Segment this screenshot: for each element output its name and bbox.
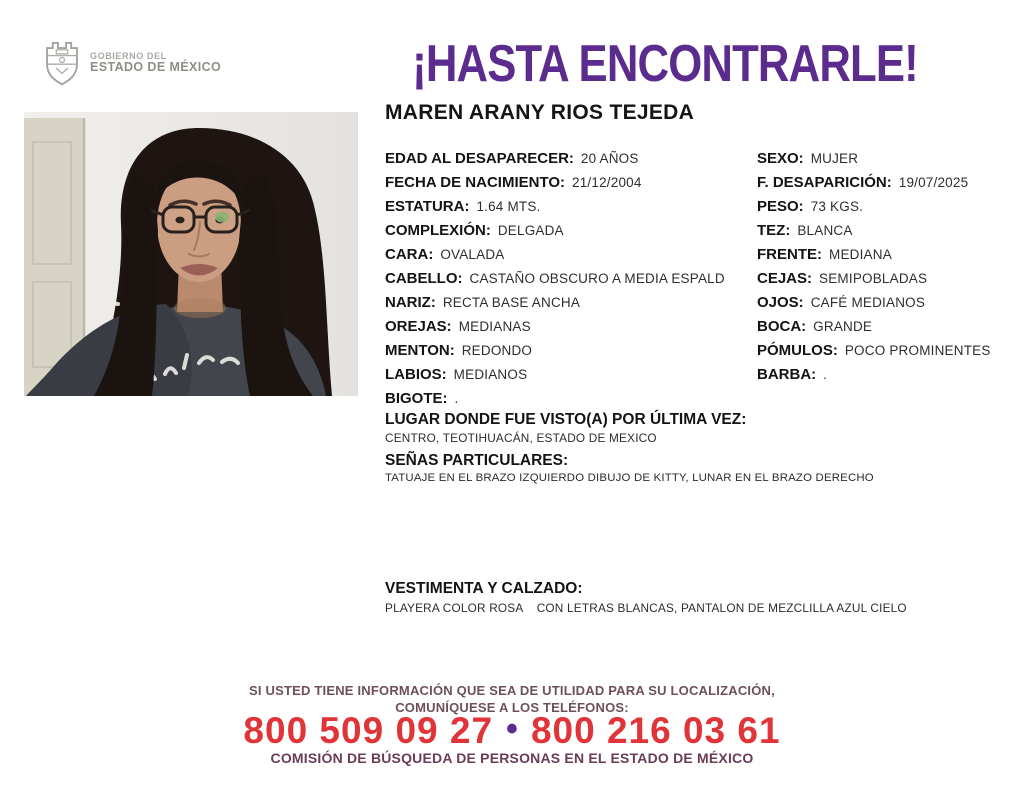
detail-value: RECTA BASE ANCHA bbox=[442, 295, 581, 311]
detail-value: BLANCA bbox=[797, 222, 853, 238]
detail-value: 1.64 MTS. bbox=[476, 198, 541, 214]
detail-label: SEXO: bbox=[757, 149, 804, 167]
detail-label: F. DESAPARICIÓN: bbox=[757, 173, 892, 191]
detail-row bbox=[757, 242, 991, 266]
person-name: MAREN ARANY RIOS TEJEDA bbox=[385, 101, 695, 124]
detail-label: TEZ: bbox=[757, 221, 791, 239]
contact-notice-line2: COMUNÍQUESE A LOS TELÉFONOS: bbox=[395, 700, 629, 715]
detail-label: CARA: bbox=[385, 245, 434, 263]
detail-label: OJOS: bbox=[757, 294, 804, 312]
detail-value: CASTAÑO OBSCURO A MEDIA ESPALD bbox=[469, 271, 725, 287]
marks-value: TATUAJE EN EL BRAZO IZQUIERDO DIBUJO DE KITTY, LUNAR EN EL BRAZO DERECHO bbox=[385, 472, 874, 484]
logo-text bbox=[90, 52, 221, 75]
detail-row bbox=[385, 339, 725, 363]
detail-row bbox=[385, 146, 725, 170]
detail-label: COMPLEXIÓN: bbox=[385, 221, 491, 239]
detail-label: PESO: bbox=[757, 197, 804, 215]
detail-row bbox=[385, 291, 725, 315]
detail-row bbox=[757, 315, 991, 339]
state-shield-icon bbox=[42, 40, 82, 86]
person-photo bbox=[24, 112, 358, 396]
detail-value: GRANDE bbox=[813, 319, 873, 335]
detail-value: 20 AÑOS bbox=[580, 150, 639, 166]
detail-label: BIGOTE: bbox=[385, 390, 448, 408]
phone-number-1: 800 509 09 27 bbox=[243, 710, 494, 751]
detail-value: 21/12/2004 bbox=[572, 174, 642, 190]
detail-label: FRENTE: bbox=[757, 245, 822, 263]
detail-row bbox=[385, 242, 725, 266]
detail-row bbox=[757, 339, 991, 363]
detail-row bbox=[385, 170, 725, 194]
detail-row bbox=[757, 194, 991, 218]
detail-label: BARBA: bbox=[757, 366, 817, 384]
detail-label: CEJAS: bbox=[757, 270, 813, 288]
detail-value: . bbox=[823, 367, 828, 383]
detail-row bbox=[757, 363, 991, 387]
detail-row bbox=[757, 218, 991, 242]
phone-numbers bbox=[0, 708, 1024, 754]
detail-value: 73 KGS. bbox=[810, 198, 864, 214]
last-seen-label: LUGAR DONDE FUE VISTO(A) POR ÚLTIMA VEZ: bbox=[385, 411, 747, 428]
detail-row bbox=[385, 194, 725, 218]
phone-number-2: 800 216 03 61 bbox=[530, 710, 781, 751]
detail-label: ESTATURA: bbox=[385, 197, 470, 215]
detail-row bbox=[385, 218, 725, 242]
detail-value: DELGADA bbox=[497, 222, 564, 238]
detail-row bbox=[385, 363, 725, 387]
detail-value: . bbox=[454, 391, 459, 407]
detail-row bbox=[385, 266, 725, 290]
detail-label: EDAD AL DESAPARECER: bbox=[385, 149, 574, 167]
detail-row bbox=[757, 170, 991, 194]
details-right-column bbox=[757, 146, 991, 387]
detail-value: SEMIPOBLADAS bbox=[819, 271, 928, 287]
neck-shadow bbox=[174, 298, 226, 318]
detail-value: MUJER bbox=[810, 150, 859, 166]
detail-value: REDONDO bbox=[461, 343, 533, 359]
contact-notice-line1: SI USTED TIENE INFORMACIÓN QUE SEA DE UTILIDAD PARA SU LOCALIZACIÓN, bbox=[249, 683, 775, 698]
detail-label: BOCA: bbox=[757, 318, 807, 336]
details-left-column bbox=[385, 146, 725, 411]
detail-row bbox=[757, 266, 991, 290]
poster-title: ¡HASTA ENCONTRARLE! bbox=[412, 35, 918, 93]
detail-label: LABIOS: bbox=[385, 366, 447, 384]
detail-label: FECHA DE NACIMIENTO: bbox=[385, 173, 565, 191]
person-photo-illustration bbox=[24, 112, 358, 396]
detail-value: OVALADA bbox=[440, 246, 505, 262]
gov-logo bbox=[42, 40, 221, 86]
detail-value: MEDIANOS bbox=[453, 367, 528, 383]
detail-row bbox=[757, 146, 991, 170]
last-seen-value: CENTRO, TEOTIHUACÁN, ESTADO DE MEXICO bbox=[385, 431, 657, 445]
commission-line: COMISIÓN DE BÚSQUEDA DE PERSONAS EN EL ESTADO DE MÉXICO bbox=[270, 750, 754, 766]
detail-label: OREJAS: bbox=[385, 318, 452, 336]
clothing-value: PLAYERA COLOR ROSA CON LETRAS BLANCAS, PANTALON DE MEZCLILLA AZUL CIELO bbox=[385, 601, 907, 615]
bullet-separator: • bbox=[506, 709, 518, 748]
clothing-label: VESTIMENTA Y CALZADO: bbox=[385, 580, 583, 597]
logo-state-line: ESTADO DE MÉXICO bbox=[90, 60, 222, 75]
detail-row bbox=[757, 291, 991, 315]
marks-label: SEÑAS PARTICULARES: bbox=[385, 452, 569, 469]
detail-value: CAFÉ MEDIANOS bbox=[810, 295, 926, 311]
detail-value: POCO PROMINENTES bbox=[844, 343, 991, 359]
detail-label: MENTON: bbox=[385, 342, 455, 360]
detail-label: CABELLO: bbox=[385, 270, 463, 288]
logo-government-line: GOBIERNO DEL bbox=[90, 50, 167, 61]
detail-label: NARIZ: bbox=[385, 294, 436, 312]
detail-label: PÓMULOS: bbox=[757, 342, 838, 360]
detail-row bbox=[385, 315, 725, 339]
detail-row bbox=[385, 387, 725, 411]
detail-value: MEDIANA bbox=[829, 246, 892, 262]
detail-value: 19/07/2025 bbox=[898, 174, 969, 190]
detail-value: MEDIANAS bbox=[458, 319, 531, 335]
